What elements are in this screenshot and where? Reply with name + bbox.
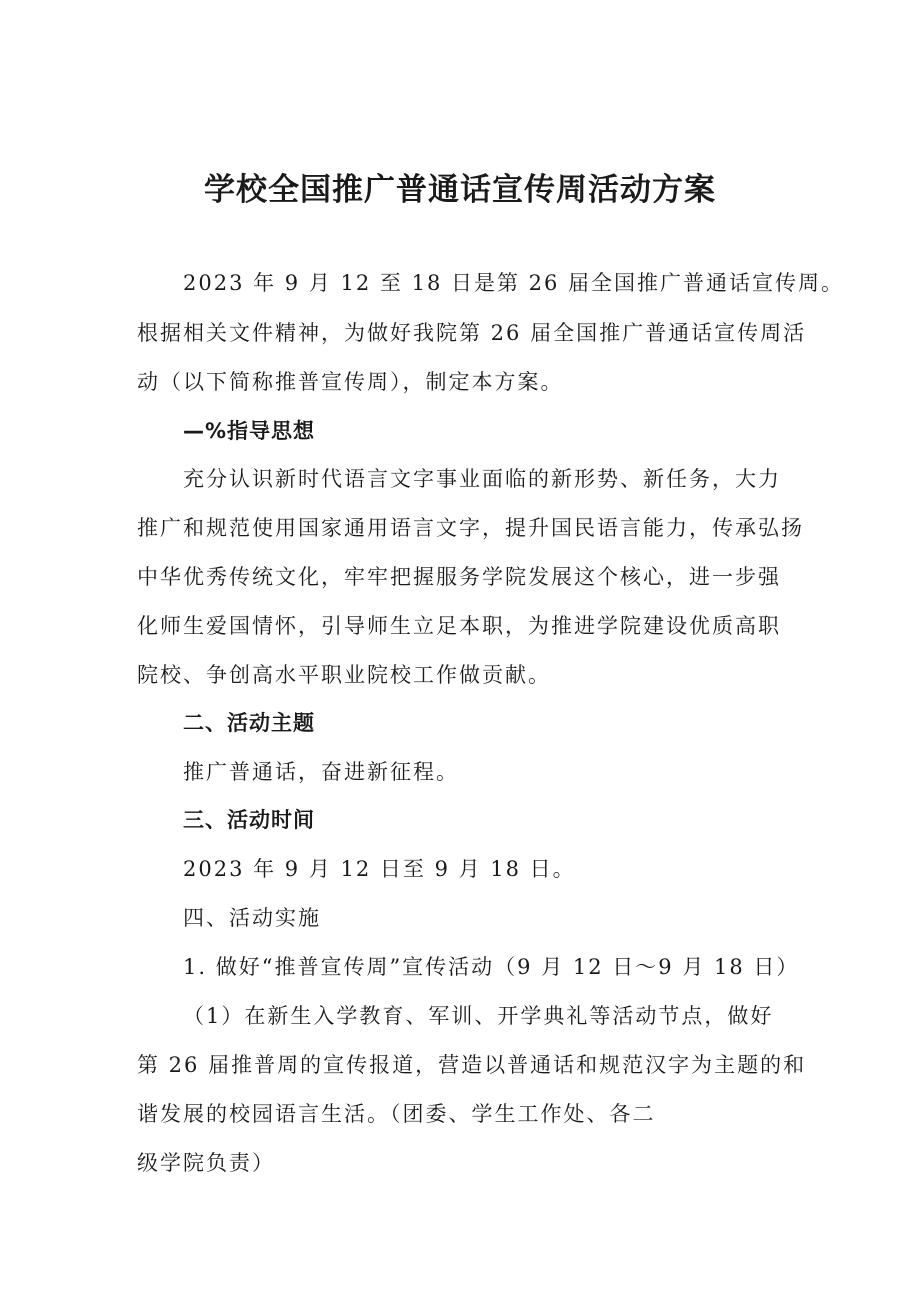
section-heading-theme: 二、活动主题 xyxy=(183,711,315,735)
section-heading-guiding-ideology: —%指导思想 xyxy=(183,419,316,443)
paragraph-guiding-line-2: 推广和规范使用国家通用语言文字，提升国民语言能力，传承弘扬 xyxy=(137,516,804,540)
paragraph-time: 2023 年 9 月 12 日至 9 月 18 日。 xyxy=(183,857,576,881)
paragraph-item-1-line-3: 谐发展的校园语言生活。（团委、学生工作处、各二 xyxy=(137,1102,656,1126)
paragraph-intro-line-1: 2023 年 9 月 12 至 18 日是第 26 届全国推广普通话宣传周。 xyxy=(183,271,845,295)
paragraph-intro-line-2: 根据相关文件精神，为做好我院第 26 届全国推广普通话宣传周活 xyxy=(137,321,807,345)
subsection-heading-1: 1. 做好“推普宣传周”宣传活动（9 月 12 日～9 月 18 日） xyxy=(183,955,800,979)
paragraph-item-1-line-1: （1）在新生入学教育、军训、开学典礼等活动节点，做好 xyxy=(183,1004,774,1028)
paragraph-theme: 推广普通话，奋进新征程。 xyxy=(183,760,459,784)
paragraph-guiding-line-4: 化师生爱国情怀，引导师生立足本职，为推进学院建设优质高职 xyxy=(137,614,781,638)
document-title: 学校全国推广普通话宣传周活动方案 xyxy=(204,172,716,208)
paragraph-item-1-line-4: 级学院负责） xyxy=(137,1151,275,1175)
paragraph-guiding-line-3: 中华优秀传统文化，牢牢把握服务学院发展这个核心，进一步强 xyxy=(137,565,781,589)
paragraph-guiding-line-5: 院校、争创高水平职业院校工作做贡献。 xyxy=(137,663,551,687)
paragraph-item-1-line-2: 第 26 届推普周的宣传报道，营造以普通话和规范汉字为主题的和 xyxy=(137,1053,807,1077)
paragraph-guiding-line-1: 充分认识新时代语言文字事业面临的新形势、新任务，大力 xyxy=(183,467,781,491)
section-heading-time: 三、活动时间 xyxy=(183,808,315,832)
section-heading-implementation: 四、活动实施 xyxy=(183,906,321,930)
paragraph-intro-line-3: 动（以下简称推普宣传周），制定本方案。 xyxy=(137,370,564,394)
